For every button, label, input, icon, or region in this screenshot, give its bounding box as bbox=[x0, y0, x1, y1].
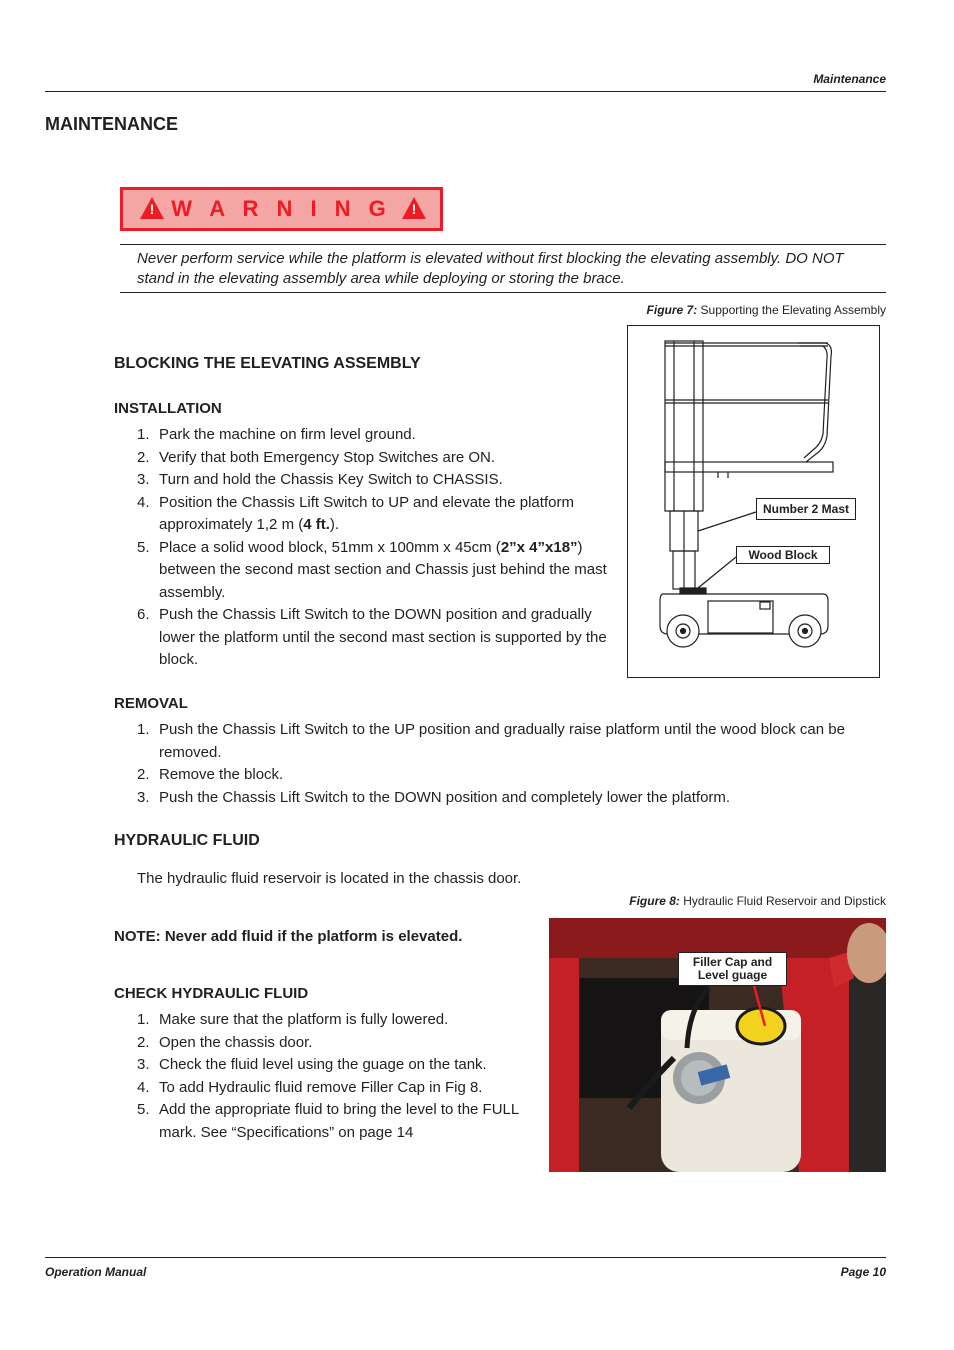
wood-block-callout: Wood Block bbox=[736, 546, 830, 564]
header-rule bbox=[45, 91, 886, 92]
list-item: 3. Push the Chassis Lift Switch to the DOWN position and completely lower the platform. bbox=[137, 788, 731, 806]
installation-steps bbox=[114, 424, 614, 672]
figure8-caption: Figure 8: Hydraulic Fluid Reservoir and Dipstick bbox=[629, 894, 886, 908]
list-item: 5. Add the appropriate fluid to bring the level to the FULL mark. See “Specifications” on page 14 bbox=[137, 1101, 519, 1141]
hydraulic-heading: HYDRAULIC FLUID bbox=[114, 832, 260, 849]
list-item: 2. Remove the block. bbox=[137, 766, 284, 783]
figure8-photo bbox=[549, 918, 886, 1172]
warning-banner bbox=[120, 187, 443, 231]
warning-triangle-icon: ! bbox=[140, 197, 164, 219]
warning-rule-top bbox=[120, 244, 886, 245]
warning-rule-bottom bbox=[120, 292, 886, 293]
list-item: 1. Push the Chassis Lift Switch to the UP position and gradually raise platform until the wood block can be removed. bbox=[137, 721, 845, 761]
list-item: 1. Park the machine on firm level ground. bbox=[137, 426, 416, 443]
check-fluid-steps bbox=[114, 1009, 524, 1144]
removal-steps bbox=[114, 719, 884, 809]
filler-cap-callout: Filler Cap and Level guage bbox=[678, 952, 787, 986]
number-2-mast-callout: Number 2 Mast bbox=[756, 498, 856, 520]
list-item: 5. Place a solid wood block, 51mm x 100mm x 45cm (2”x 4”x18”) between the second mast section and Chassis just behind the mast assembly. bbox=[137, 538, 607, 601]
hydraulic-intro: The hydraulic fluid reservoir is located in the chassis door. bbox=[137, 870, 522, 887]
list-item: 4. Position the Chassis Lift Switch to UP and elevate the platform approximately 1,2 m (4 ft.). bbox=[137, 493, 574, 533]
figure7-caption: Figure 7: Supporting the Elevating Assembly bbox=[646, 303, 886, 317]
list-item: 4. To add Hydraulic fluid remove Filler Cap in Fig 8. bbox=[137, 1078, 483, 1096]
blocking-heading: BLOCKING THE ELEVATING ASSEMBLY bbox=[114, 355, 421, 372]
list-item: 2. Verify that both Emergency Stop Switches are ON. bbox=[137, 448, 495, 466]
warning-message: Never perform service while the platform is elevated without first blocking the elevating assembly. DO NOT stand in the elevating assembly area while deploying or storing the brace. bbox=[137, 250, 844, 287]
list-item: 2. Open the chassis door. bbox=[137, 1033, 313, 1051]
warning-triangle-icon: ! bbox=[402, 197, 426, 219]
check-fluid-heading: CHECK HYDRAULIC FLUID bbox=[114, 985, 309, 1002]
installation-heading: INSTALLATION bbox=[114, 400, 222, 417]
figure7-illustration bbox=[627, 325, 880, 678]
warning-label: W A R N I N G bbox=[171, 196, 392, 221]
list-item: 3. Check the fluid level using the guage on the tank. bbox=[137, 1056, 487, 1073]
footer-page-number: Page 10 bbox=[840, 1265, 886, 1279]
page-title: MAINTENANCE bbox=[45, 114, 178, 134]
running-header: Maintenance bbox=[813, 72, 886, 86]
list-item: 3. Turn and hold the Chassis Key Switch to CHASSIS. bbox=[137, 471, 503, 488]
note-text: NOTE: Never add fluid if the platform is elevated. bbox=[114, 928, 463, 945]
list-item: 6. Push the Chassis Lift Switch to the DOWN position and gradually lower the platform until the second mast section is supported by the block. bbox=[137, 606, 607, 668]
footer-rule bbox=[45, 1257, 886, 1258]
list-item: 1. Make sure that the platform is fully lowered. bbox=[137, 1011, 449, 1028]
footer-manual-title: Operation Manual bbox=[45, 1265, 147, 1279]
removal-heading: REMOVAL bbox=[114, 695, 188, 712]
